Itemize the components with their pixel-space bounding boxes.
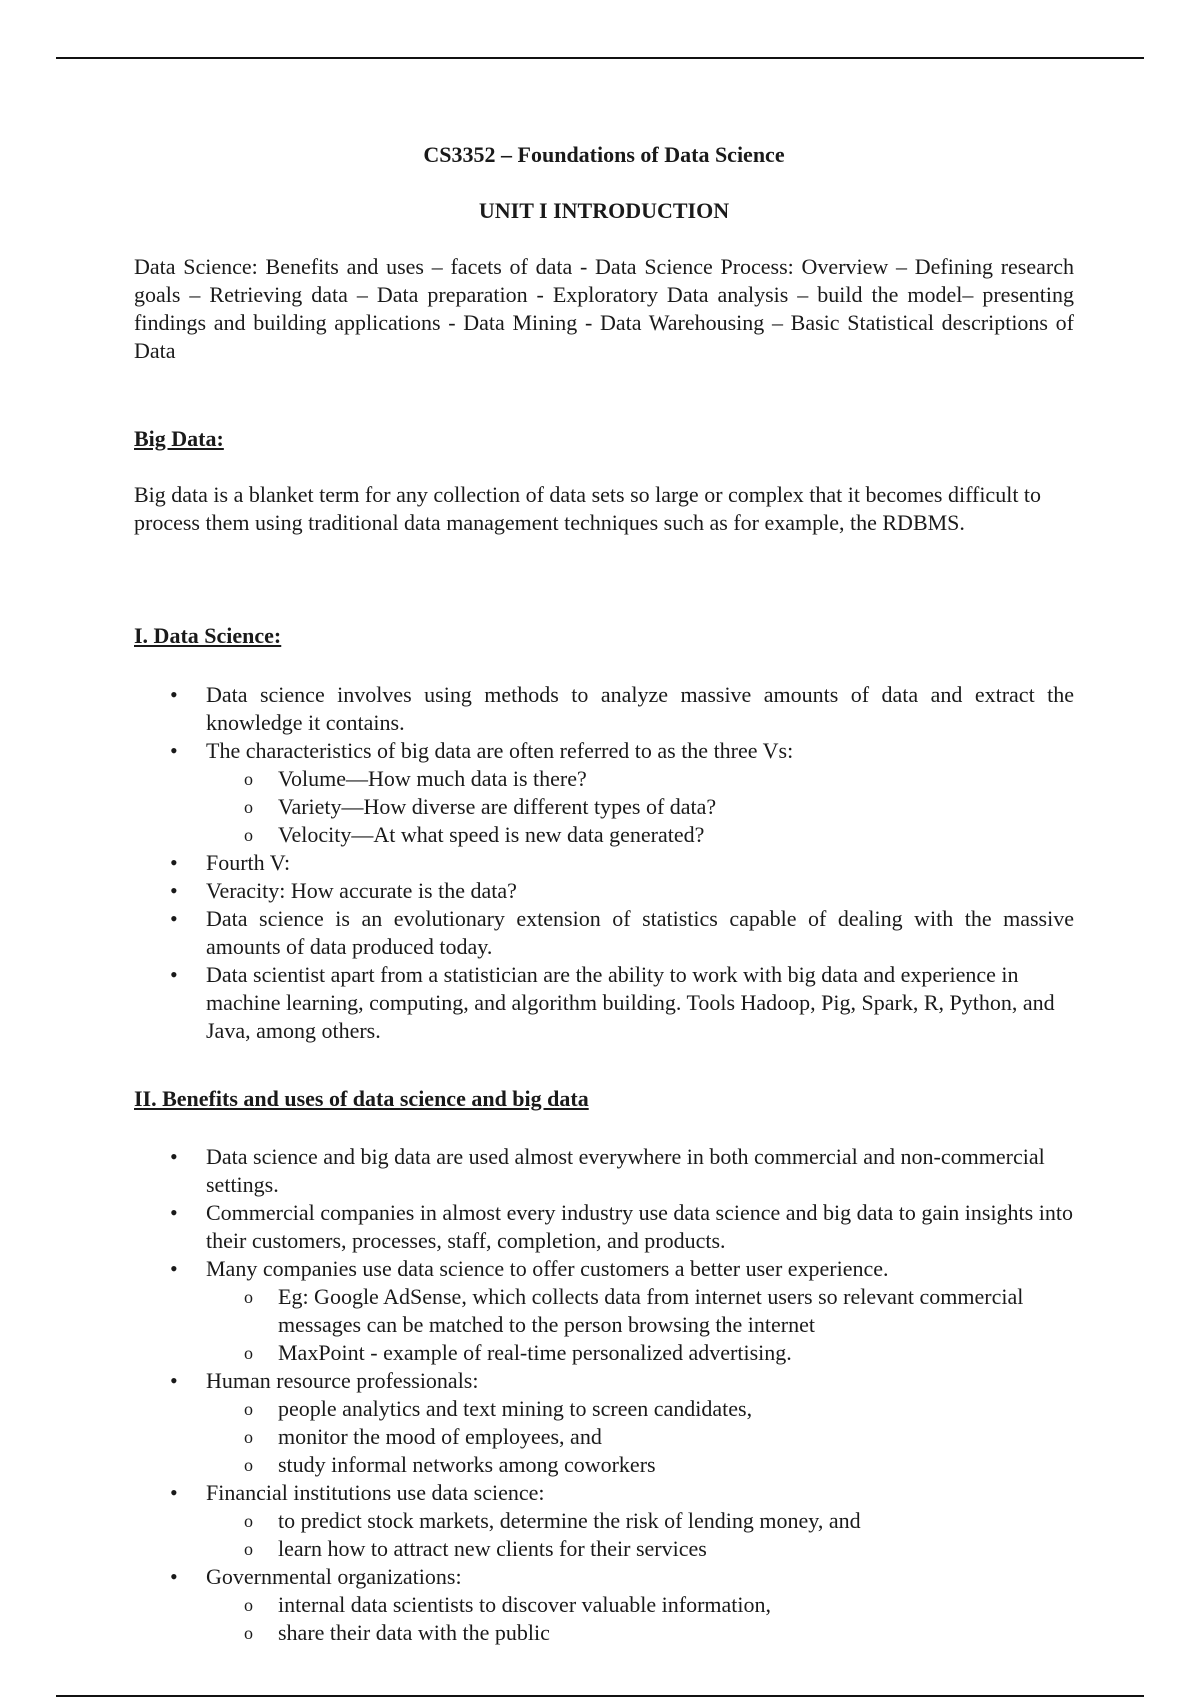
sub-list-item: o monitor the mood of employees, and [278, 1423, 1074, 1451]
list-item-text: Data science and big data are used almost everywhere in both commercial and non-commercial settings. [206, 1144, 1045, 1197]
list-item-text: Human resource professionals: [206, 1368, 479, 1393]
course-title: CS3352 – Foundations of Data Science [423, 142, 785, 167]
list-item [206, 737, 1074, 849]
bottom-rule [56, 1695, 1144, 1697]
top-rule [56, 57, 1144, 59]
data-science-heading: I. Data Science: [134, 623, 282, 648]
sub-list [206, 1395, 1074, 1479]
list-item-text: Veracity: How accurate is the data? [206, 878, 517, 903]
data-science-list [134, 681, 1074, 1045]
list-item-text: Data science is an evolutionary extension of statistics capable of dealing with the massive amounts of data produced today. [206, 906, 1074, 959]
list-item-text: Financial institutions use data science: [206, 1480, 545, 1505]
benefits-heading: II. Benefits and uses of data science and big data [134, 1086, 589, 1111]
list-item [206, 1143, 1074, 1199]
sub-list-item: o MaxPoint - example of real-time personalized advertising. [278, 1339, 1074, 1367]
list-item [206, 1563, 1074, 1647]
syllabus-paragraph: Data Science: Benefits and uses – facets of data - Data Science Process: Overview – Defining research goals – Retrieving data – Data preparation - Exploratory Data analysis – build the model– presenting findings and building applications - Data Mining - Data Warehousing – Basic Statistical descriptions of Data [134, 254, 1074, 363]
list-item [206, 681, 1074, 737]
sub-list-item: o study informal networks among coworkers [278, 1451, 1074, 1479]
list-item-text: Commercial companies in almost every industry use data science and big data to gain insights into their customers, processes, staff, completion, and products. [206, 1200, 1073, 1253]
sub-list-item: o Volume—How much data is there? [278, 765, 1074, 793]
sub-list [206, 1283, 1074, 1367]
big-data-paragraph: Big data is a blanket term for any collection of data sets so large or complex that it becomes difficult to process them using traditional data management techniques such as for example, the RDBMS. [134, 482, 1042, 535]
list-item-text: The characteristics of big data are often referred to as the three Vs: [206, 738, 794, 763]
sub-list-item: o Variety—How diverse are different types of data? [278, 793, 1074, 821]
sub-list [206, 765, 1074, 849]
list-item [206, 961, 1074, 1045]
sub-list [206, 1507, 1074, 1563]
list-item [206, 905, 1074, 961]
sub-list-item: o internal data scientists to discover valuable information, [278, 1591, 1074, 1619]
list-item [206, 849, 1074, 877]
sub-list-item: o Eg: Google AdSense, which collects data from internet users so relevant commercial messages can be matched to the person browsing the internet [278, 1283, 1074, 1339]
list-item-text: Data science involves using methods to analyze massive amounts of data and extract the knowledge it contains. [206, 682, 1074, 735]
list-item-text: Data scientist apart from a statistician are the ability to work with big data and experience in machine learning, computing, and algorithm building. Tools Hadoop, Pig, Spark, R, Python, and Java, among others. [206, 962, 1055, 1043]
sub-list-item: o people analytics and text mining to screen candidates, [278, 1395, 1074, 1423]
sub-list-item: o Velocity—At what speed is new data generated? [278, 821, 1074, 849]
list-item [206, 1479, 1074, 1563]
sub-list-item: o share their data with the public [278, 1619, 1074, 1647]
sub-list-item: o to predict stock markets, determine the risk of lending money, and [278, 1507, 1074, 1535]
unit-title: UNIT I INTRODUCTION [478, 198, 730, 223]
sub-list-item: o learn how to attract new clients for their services [278, 1535, 1074, 1563]
list-item [206, 1255, 1074, 1367]
list-item [206, 877, 1074, 905]
list-item [206, 1367, 1074, 1479]
big-data-heading: Big Data: [134, 426, 224, 451]
benefits-list [134, 1143, 1074, 1647]
list-item [206, 1199, 1074, 1255]
list-item-text: Many companies use data science to offer customers a better user experience. [206, 1256, 889, 1281]
sub-list [206, 1591, 1074, 1647]
list-item-text: Governmental organizations: [206, 1564, 462, 1589]
list-item-text: Fourth V: [206, 850, 291, 875]
